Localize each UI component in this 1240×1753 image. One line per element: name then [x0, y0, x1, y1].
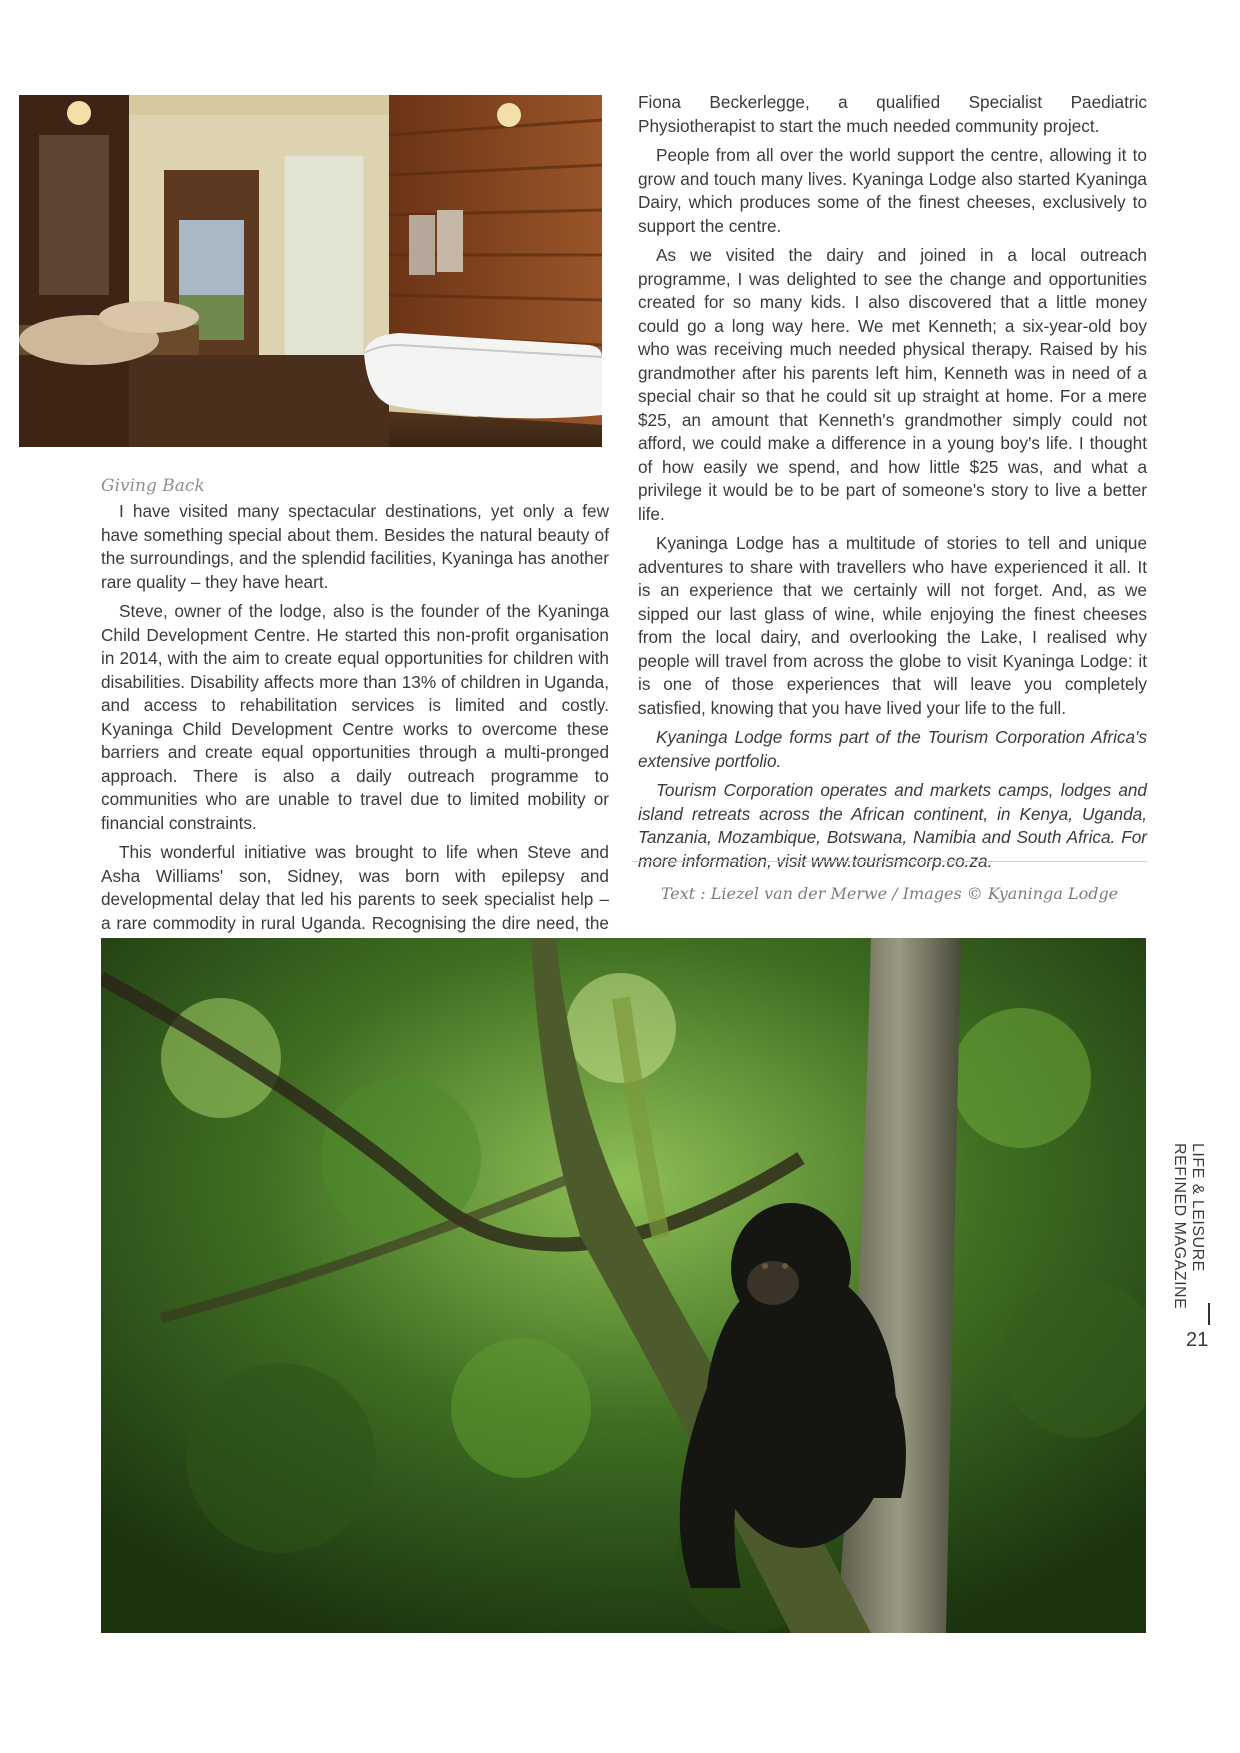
folio-line-1: LIFE & LEISURE	[1189, 1143, 1206, 1272]
paragraph: I have visited many spectacular destinations, yet only a few have something special about them. Besides the natural beauty of the surroundings, and the splendid facilities, Kyaninga has another rare quality – they have heart.	[101, 501, 609, 592]
magazine-name	[1170, 1143, 1206, 1309]
folio-line-2: REFINED MAGAZINE	[1171, 1143, 1188, 1310]
chimpanzee-photo	[101, 938, 1146, 1633]
portfolio-note: Kyaninga Lodge forms part of the Tourism Corporation Africa's extensive portfolio.	[638, 727, 1147, 771]
left-text-column	[101, 474, 609, 965]
photo-credit: Text : Liezel van der Merwe / Images © Kyaninga Lodge	[660, 884, 1119, 903]
paragraph: As we visited the dairy and joined in a local outreach programme, I was delighted to see the change and opportunities created for so many kids. I also discovered that a little money could go a long way here. We met Kenneth; a six-year-old boy who was receiving much needed physical therapy. Raised by his grandmother after his parents left him, Kenneth was in need of a special chair so that he could sit up straight at home. For a mere $25, an amount that Kenneth's grandmother simply could not afford, we could make a difference in a young boy's life. I thought of how easily we spend, and how little $25 was, and what a privilege it would be to be part of someone's story to live a better life.	[638, 245, 1147, 524]
paragraph: Steve, owner of the lodge, also is the founder of the Kyaninga Child Development Centre. He started this non-profit organisation in 2014, with the aim to create equal opportunities for children with disabilities. Disability affects more than 13% of children in Uganda, and access to rehabilitation services is limited and costly. Kyaninga Child Development Centre works to overcome these barriers and create equal opportunities through a multi-pronged approach. There is also a daily outreach programme to communities who are unable to travel due to limited mobility or financial constraints.	[101, 601, 609, 833]
paragraph: People from all over the world support the centre, allowing it to grow and touch many lives. Kyaninga Lodge also started Kyaninga Dairy, which produces some of the finest cheeses, exclusively to support the centre.	[638, 145, 1147, 236]
paragraph: Fiona Beckerlegge, a qualified Specialist Paediatric Physiotherapist to start the much needed community project.	[638, 92, 1147, 136]
bathroom-photo	[19, 95, 602, 447]
page-number: 21	[1186, 1329, 1209, 1351]
section-heading: Giving Back	[101, 476, 205, 496]
page-folio	[1170, 1143, 1218, 1353]
divider	[632, 861, 1147, 862]
right-text-column	[638, 91, 1147, 879]
tourism-corp-note: Tourism Corporation operates and markets camps, lodges and island retreats across the African continent, in Kenya, Uganda, Tanzania, Mozambique, Botswana, Namibia and South Africa. For more information, visit www.tourismcorp.co.za.	[638, 780, 1147, 871]
paragraph: Kyaninga Lodge has a multitude of stories to tell and unique adventures to share with travellers who have experienced it all. It is an experience that we certainly will not forget. And, as we sipped our last glass of wine, while enjoying the finest cheeses from the local dairy, and overlooking the Lake, I realised why people will travel from across the globe to visit Kyaninga Lodge: it is one of those experiences that will leave you completely satisfied, knowing that you have lived your life to the full.	[638, 533, 1147, 718]
folio-divider	[1208, 1303, 1210, 1325]
paragraph: This wonderful initiative was brought to life when Steve and Asha Williams' son, Sidney, was born with epilepsy and developmental delay that led his parents to seek specialist help – a rare commodity in rural Uganda. Recognising the dire need, the	[101, 842, 609, 933]
